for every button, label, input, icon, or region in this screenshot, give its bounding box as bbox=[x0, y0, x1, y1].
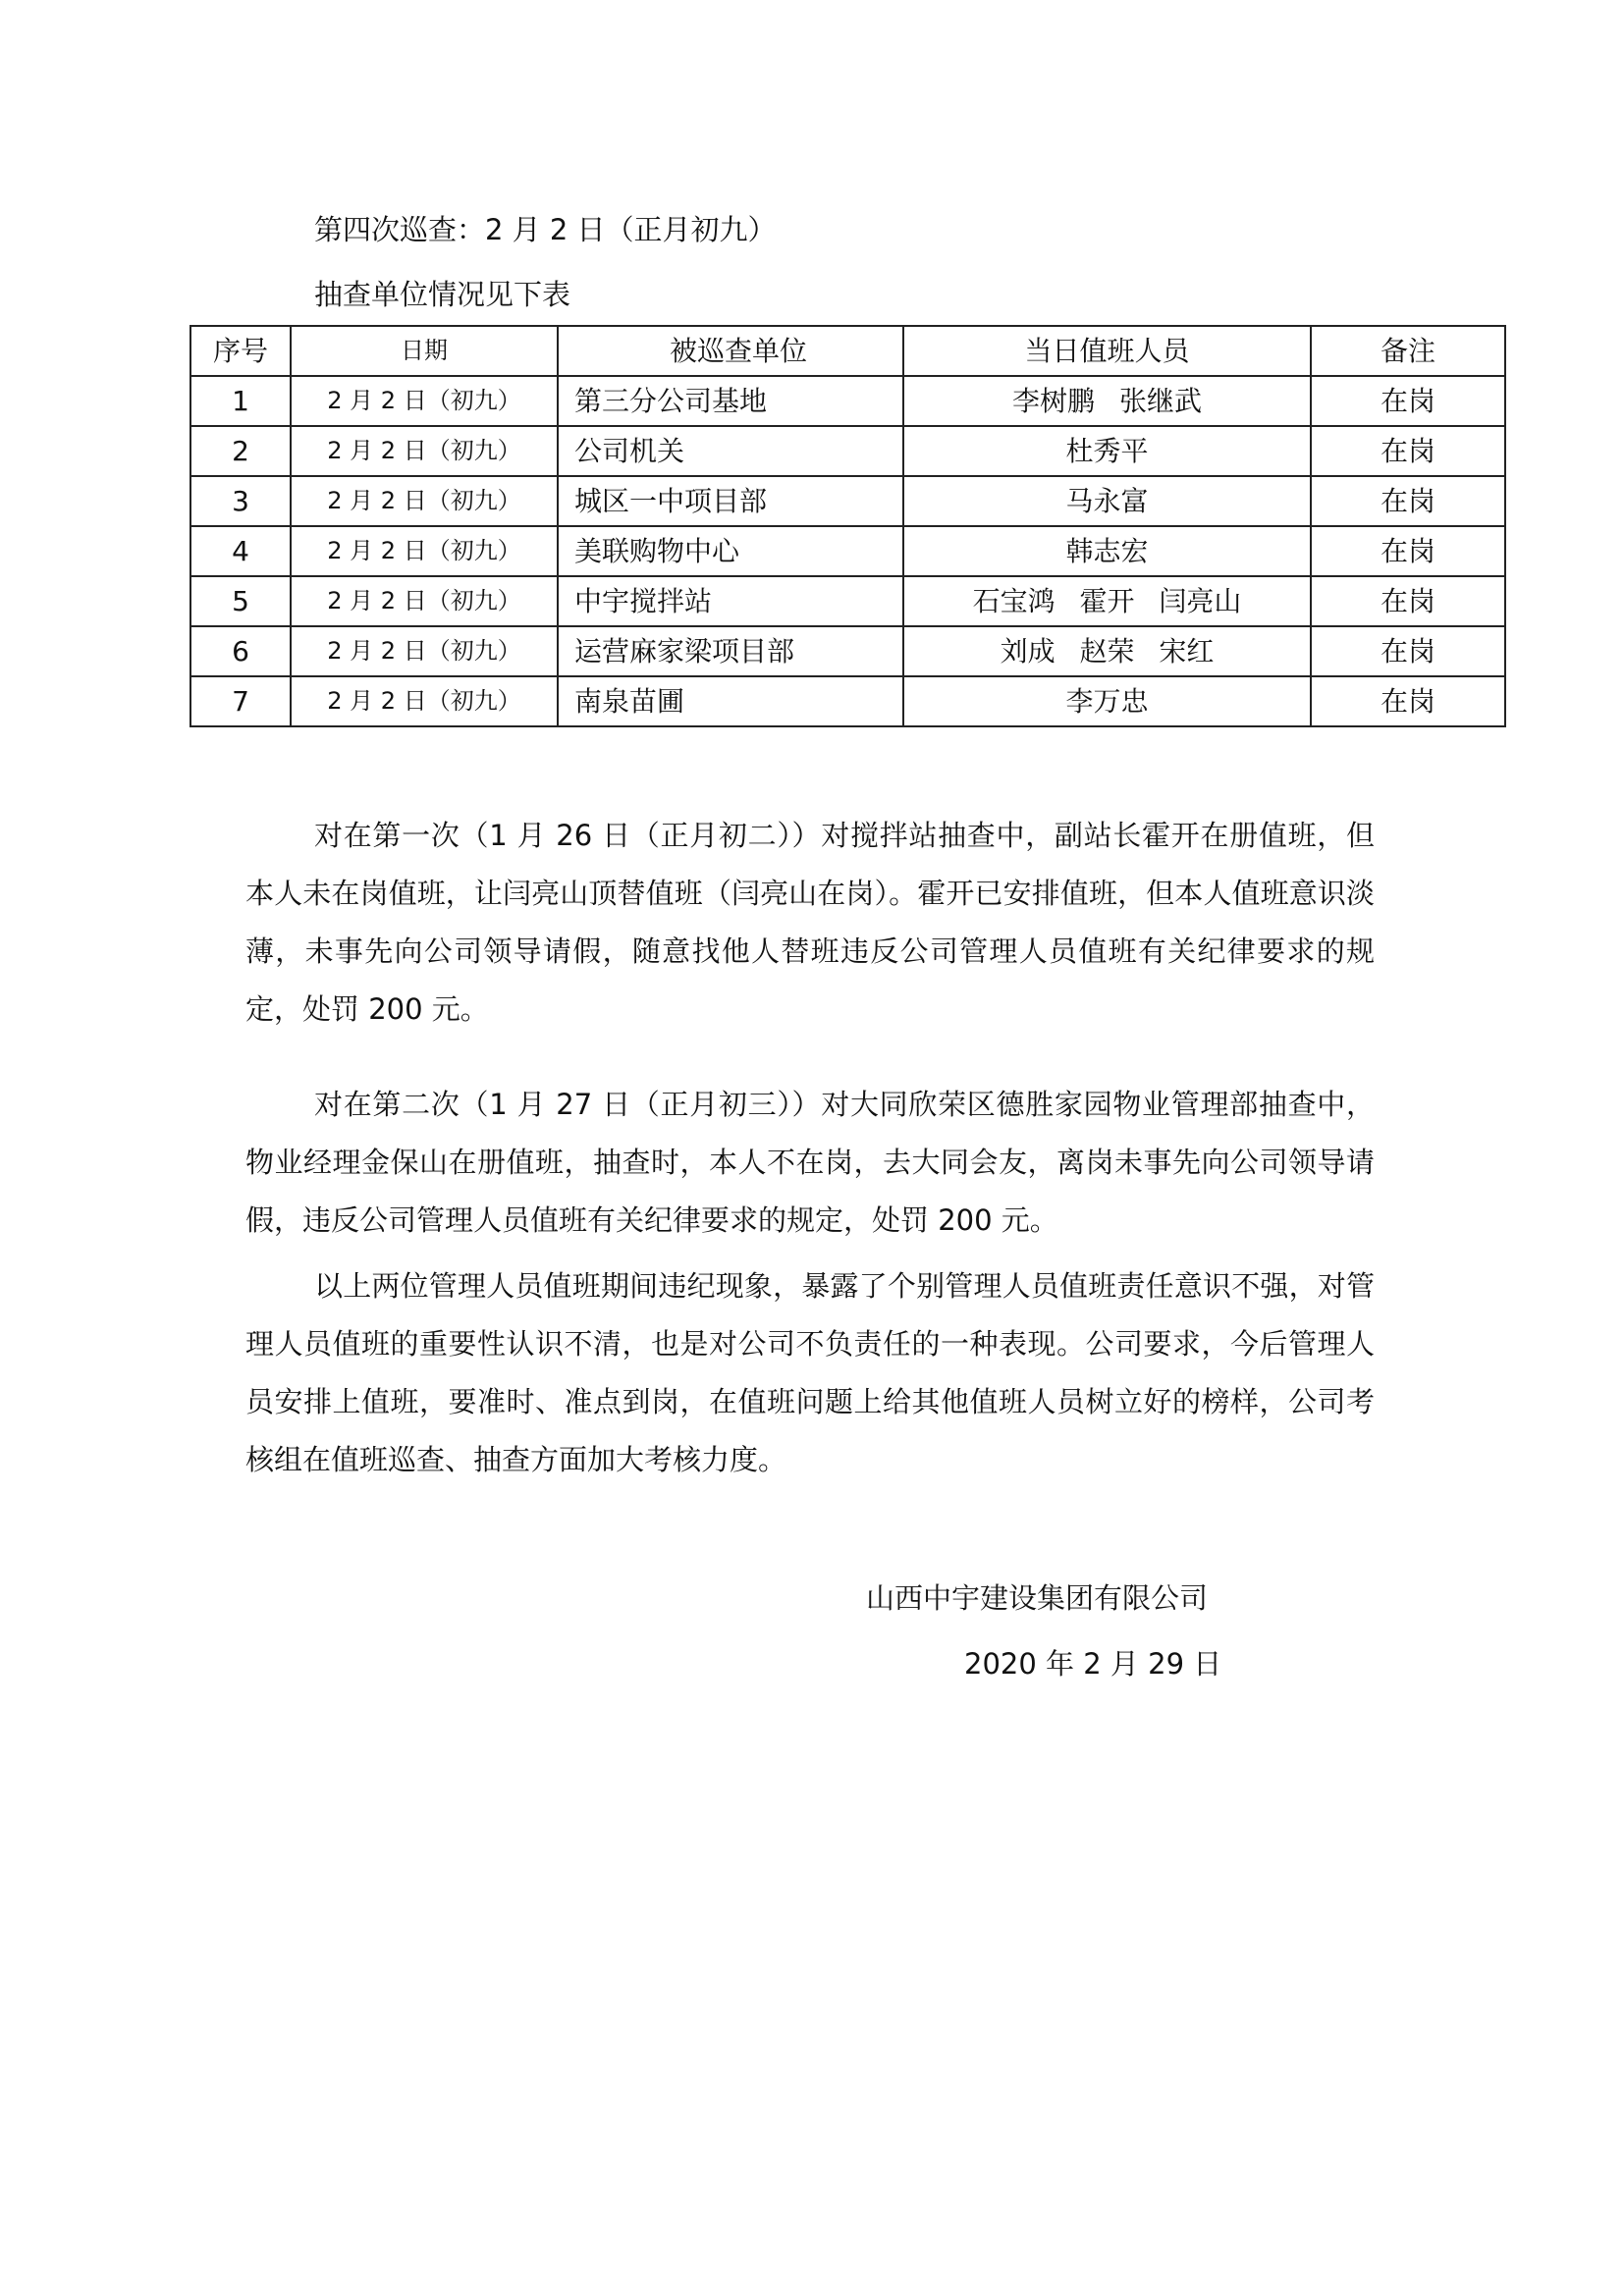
cell-staff: 刘成 赵荣 宋红 bbox=[903, 626, 1311, 676]
cell-unit: 南泉苗圃 bbox=[558, 676, 903, 726]
cell-unit: 中宇搅拌站 bbox=[558, 576, 903, 626]
table-row bbox=[190, 476, 1505, 526]
table-header-row bbox=[190, 326, 1505, 376]
paragraph-first-violation: 对在第一次（1 月 26 日（正月初二））对搅拌站抽查中，副站长霍开在册值班，但本人未在岗值班，让闫亮山顶替值班（闫亮山在岗）。霍开已安排值班，但本人值班意识淡薄，未事先向公司领导请假，随意找他人替班违反公司管理人员值班有关纪律要求的规定，处罚 200 元。 bbox=[245, 819, 1375, 1026]
cell-date: 2 月 2 日（初九） bbox=[291, 426, 558, 476]
cell-note: 在岗 bbox=[1311, 626, 1505, 676]
table-row bbox=[190, 626, 1505, 676]
cell-no: 5 bbox=[190, 576, 291, 626]
cell-no: 1 bbox=[190, 376, 291, 426]
table-row bbox=[190, 376, 1505, 426]
cell-note: 在岗 bbox=[1311, 426, 1505, 476]
cell-staff: 马永富 bbox=[903, 476, 1311, 526]
cell-no: 7 bbox=[190, 676, 291, 726]
table-row bbox=[190, 426, 1505, 476]
cell-note: 在岗 bbox=[1311, 576, 1505, 626]
cell-no: 3 bbox=[190, 476, 291, 526]
cell-date: 2 月 2 日（初九） bbox=[291, 576, 558, 626]
table-row bbox=[190, 676, 1505, 726]
paragraph-conclusion: 以上两位管理人员值班期间违纪现象，暴露了个别管理人员值班责任意识不强，对管理人员值班的重要性认识不清，也是对公司不负责任的一种表现。公司要求，今后管理人员安排上值班，要准时、准点到岗，在值班问题上给其他值班人员树立好的榜样，公司考核组在值班巡查、抽查方面加大考核力度。 bbox=[245, 1269, 1375, 1476]
cell-no: 4 bbox=[190, 526, 291, 576]
cell-unit: 公司机关 bbox=[558, 426, 903, 476]
cell-note: 在岗 bbox=[1311, 376, 1505, 426]
inspection-heading: 第四次巡查：2 月 2 日（正月初九） bbox=[314, 213, 777, 246]
cell-unit: 美联购物中心 bbox=[558, 526, 903, 576]
header-no: 序号 bbox=[190, 326, 291, 376]
cell-no: 2 bbox=[190, 426, 291, 476]
header-staff: 当日值班人员 bbox=[903, 326, 1311, 376]
signature-company: 山西中宇建设集团有限公司 bbox=[866, 1581, 1209, 1615]
table-intro: 抽查单位情况见下表 bbox=[314, 278, 571, 311]
cell-staff: 李树鹏 张继武 bbox=[903, 376, 1311, 426]
cell-date: 2 月 2 日（初九） bbox=[291, 626, 558, 676]
cell-staff: 杜秀平 bbox=[903, 426, 1311, 476]
cell-unit: 第三分公司基地 bbox=[558, 376, 903, 426]
cell-note: 在岗 bbox=[1311, 676, 1505, 726]
cell-date: 2 月 2 日（初九） bbox=[291, 676, 558, 726]
cell-staff: 石宝鸿 霍开 闫亮山 bbox=[903, 576, 1311, 626]
cell-staff: 李万忠 bbox=[903, 676, 1311, 726]
duty-table bbox=[189, 325, 1506, 727]
cell-note: 在岗 bbox=[1311, 526, 1505, 576]
cell-date: 2 月 2 日（初九） bbox=[291, 376, 558, 426]
paragraph-second-violation: 对在第二次（1 月 27 日（正月初三））对大同欣荣区德胜家园物业管理部抽查中，物业经理金保山在册值班，抽查时，本人不在岗，去大同会友，离岗未事先向公司领导请假，违反公司管理人员值班有关纪律要求的规定，处罚 200 元。 bbox=[245, 1088, 1375, 1237]
header-note: 备注 bbox=[1311, 326, 1505, 376]
cell-note: 在岗 bbox=[1311, 476, 1505, 526]
signature-date: 2020 年 2 月 29 日 bbox=[964, 1647, 1222, 1681]
header-unit: 被巡查单位 bbox=[558, 326, 903, 376]
table-row bbox=[190, 576, 1505, 626]
cell-date: 2 月 2 日（初九） bbox=[291, 526, 558, 576]
header-date: 日期 bbox=[291, 326, 558, 376]
cell-date: 2 月 2 日（初九） bbox=[291, 476, 558, 526]
cell-unit: 城区一中项目部 bbox=[558, 476, 903, 526]
table-row bbox=[190, 526, 1505, 576]
cell-unit: 运营麻家梁项目部 bbox=[558, 626, 903, 676]
cell-staff: 韩志宏 bbox=[903, 526, 1311, 576]
cell-no: 6 bbox=[190, 626, 291, 676]
